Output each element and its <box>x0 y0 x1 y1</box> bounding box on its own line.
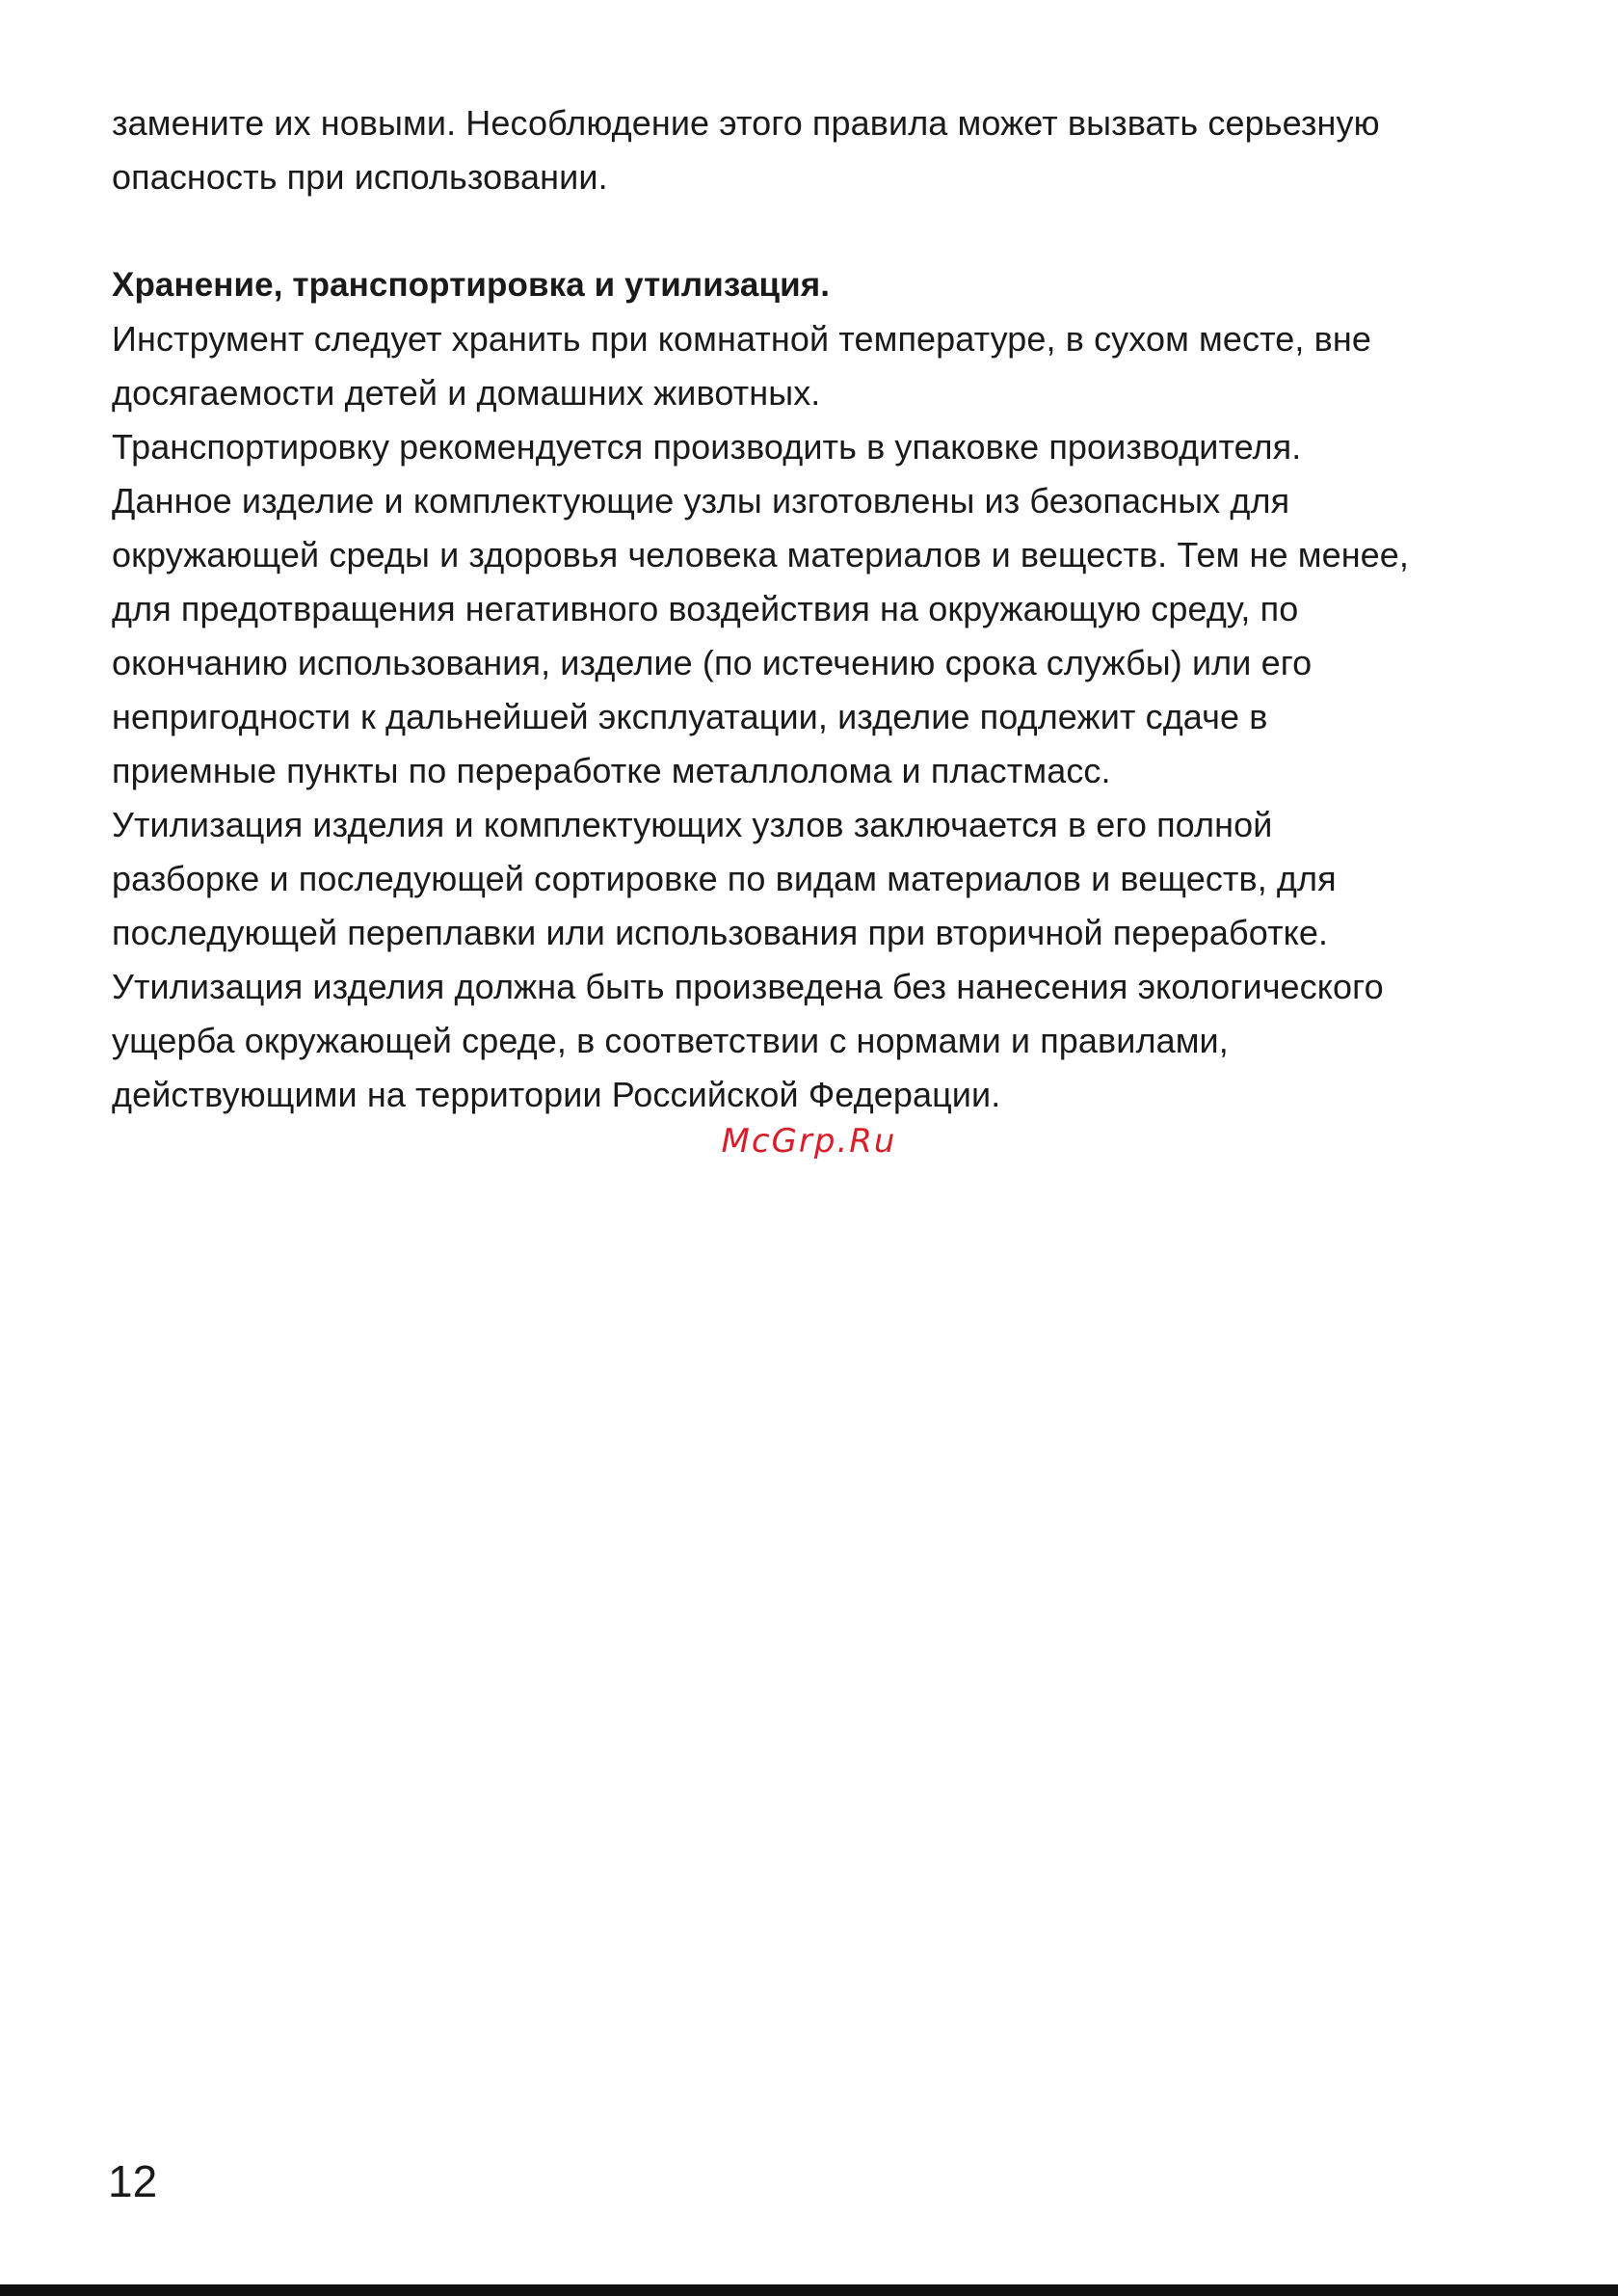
bottom-border <box>0 2284 1618 2296</box>
intro-paragraph <box>112 96 1519 204</box>
section-heading: Хранение, транспортировка и утилизация. <box>112 266 831 304</box>
text-line: Инструмент следует хранить при комнатной температуре, в сухом месте, вне <box>112 319 1371 359</box>
text-line: разборке и последующей сортировке по видам материалов и веществ, для <box>112 859 1337 898</box>
page-number: 12 <box>108 2156 158 2206</box>
text-line: действующими на территории Российской Федерации. <box>112 1075 1001 1114</box>
text-line: опасность при использовании. <box>112 157 608 197</box>
watermark: McGrp.Ru <box>721 1122 897 1161</box>
storage-section <box>112 258 1519 1122</box>
paragraph-spacer <box>112 204 1519 258</box>
text-line: приемные пункты по переработке металлолома и пластмасс. <box>112 751 1111 790</box>
text-line: последующей переплавки или использования при вторичной переработке. <box>112 913 1329 952</box>
text-line: окружающей среды и здоровья человека материалов и веществ. Тем не менее, <box>112 535 1410 574</box>
text-line: Транспортировку рекомендуется производить в упаковке производителя. <box>112 427 1302 467</box>
text-line: досягаемости детей и домашних животных. <box>112 373 821 413</box>
text-line: ущерба окружающей среде, в соответствии с нормами и правилами, <box>112 1021 1229 1060</box>
text-line: замените их новыми. Несоблюдение этого правила может вызвать серьезную <box>112 103 1380 143</box>
text-line: Утилизация изделия должна быть произведена без нанесения экологического <box>112 967 1384 1006</box>
text-line: непригодности к дальнейшей эксплуатации, изделие подлежит сдаче в <box>112 697 1268 736</box>
text-line: Данное изделие и комплектующие узлы изготовлены из безопасных для <box>112 481 1290 521</box>
text-line: окончанию использования, изделие (по истечению срока службы) или его <box>112 643 1313 682</box>
text-line: Утилизация изделия и комплектующих узлов заключается в его полной <box>112 805 1273 844</box>
text-line: для предотвращения негативного воздействия на окружающую среду, по <box>112 589 1299 628</box>
page-content <box>112 96 1519 1122</box>
